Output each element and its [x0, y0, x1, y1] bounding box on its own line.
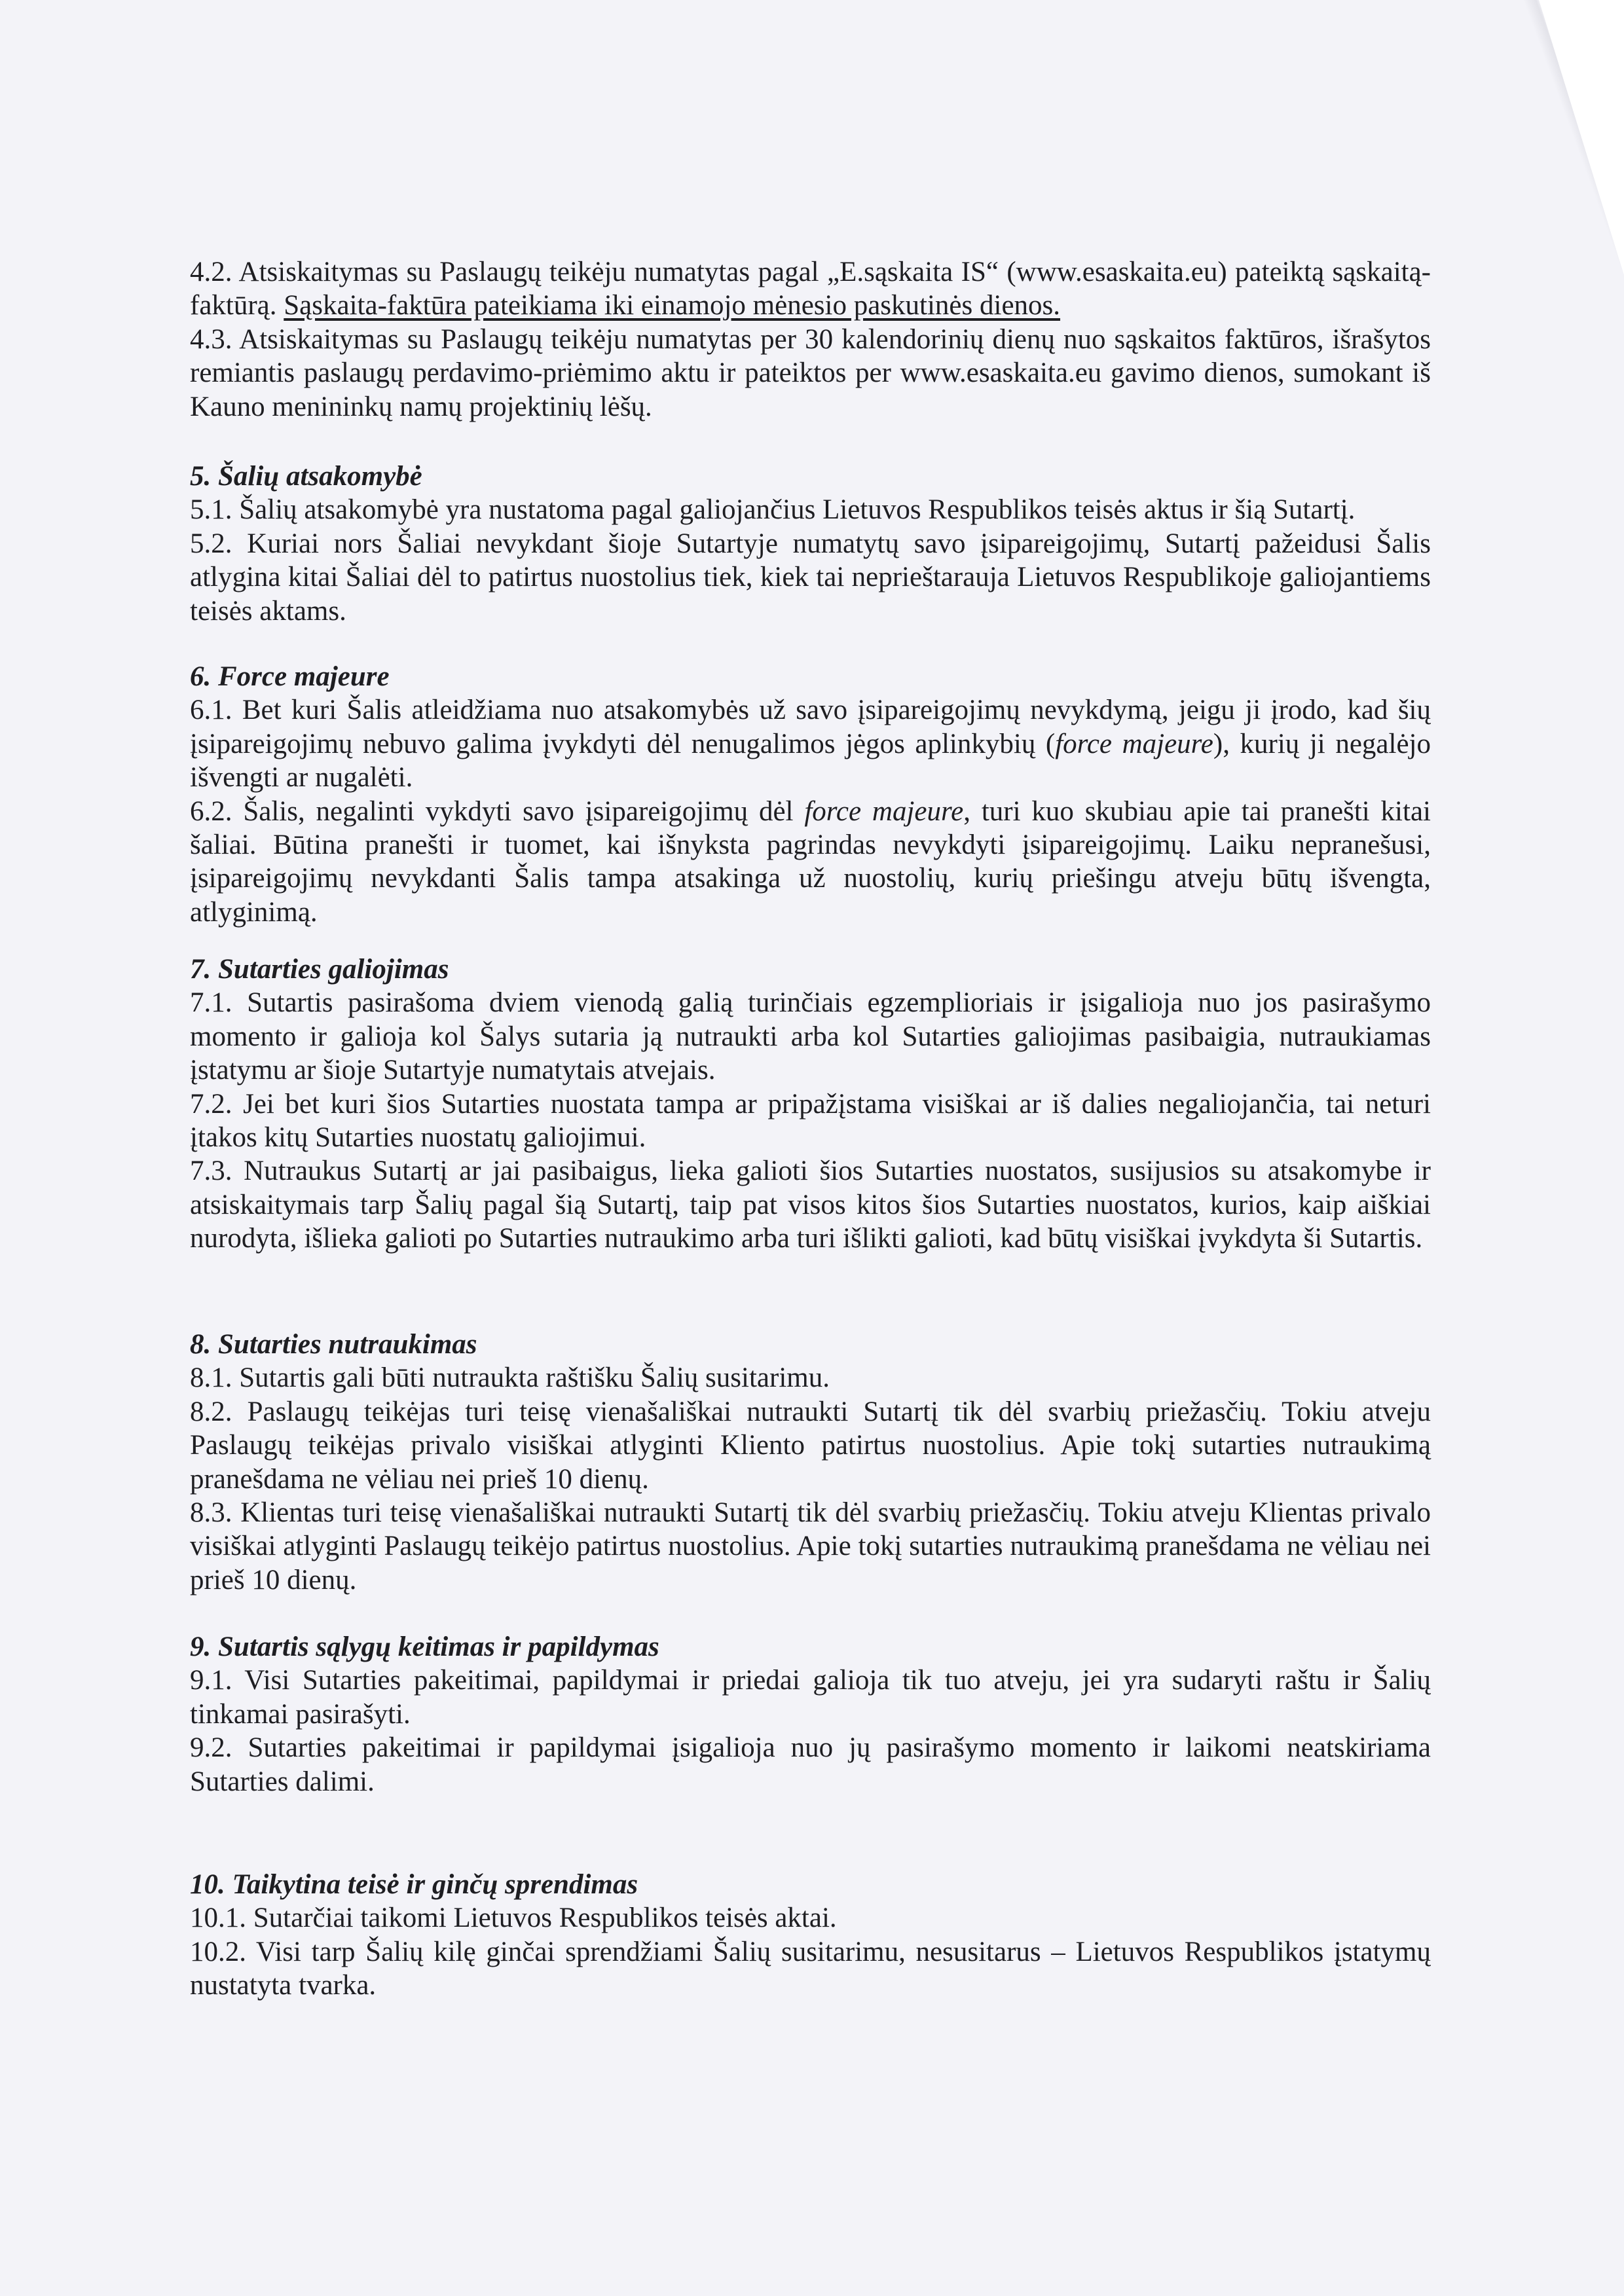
- clause-8-2: 8.2. Paslaugų teikėjas turi teisę vienašališkai nutraukti Sutartį tik dėl svarbių priežasčių. Tokiu atveju Paslaugų teikėjas privalo visiškai atlyginti Kliento patirtus nuostolius. Apie tokį sutarties nutraukimą pranešdama ne vėliau nei prieš 10 dienų.: [190, 1396, 1431, 1495]
- section-6-heading: 6. Force majeure: [190, 661, 390, 692]
- section-8-heading: 8. Sutarties nutraukimas: [190, 1329, 477, 1360]
- section-9-amendments: [190, 1630, 1431, 1798]
- clause-7-2: 7.2. Jei bet kuri šios Sutarties nuostata tampa ar pripažįstama visiškai ar iš dalies negaliojančia, tai neturi įtakos kitų Sutarties nuostatų galiojimui.: [190, 1088, 1431, 1154]
- clause-5-2: 5.2. Kuriai nors Šaliai nevykdant šioje Sutartyje numatytų savo įsipareigojimų, Sutartį pažeidusi Šalis atlygina kitai Šaliai dėl to patirtus nuostolius tiek, kiek tai neprieštarauja Lietuvos Respublikoje galiojantiems teisės aktams.: [190, 528, 1431, 627]
- clause-6-2-italic: force majeure: [804, 795, 964, 827]
- section-9-heading: 9. Sutartis sąlygų keitimas ir papildymas: [190, 1631, 659, 1662]
- clause-6-1-text-a: 6.1. Bet kuri Šalis atleidžiama nuo atsakomybės už savo įsipareigojimų nevykdymą, jeigu ji įrodo, kad šių įsipareigojimų nebuvo galima įvykdyti dėl nenugalimos jėgos aplinkybių (: [190, 695, 1431, 759]
- clause-9-1: 9.1. Visi Sutarties pakeitimai, papildymai ir priedai galioja tik tuo atveju, jei yra sudaryti raštu ir Šalių tinkamai pasirašyti.: [190, 1665, 1431, 1730]
- section-6-force-majeure: [190, 660, 1431, 929]
- clause-6-1-text-b: ), kurių ji negalėjo išvengti ar nugalėti.: [190, 728, 1431, 793]
- clause-7-3: 7.3. Nutraukus Sutartį ar jai pasibaigus, lieka galioti šios Sutarties nuostatos, susijusios su atsakomybe ir atsiskaitymais tarp Šalių pagal šią Sutartį, taip pat visos kitos šios Sutarties nuostatos, kurios, kaip aiškiai nurodyta, išlieka galioti po Sutarties nutraukimo arba turi išlikti galioti, kad būtų visiškai įvykdyta ši Sutartis.: [190, 1156, 1431, 1254]
- clause-4-2: [190, 255, 1431, 323]
- section-5-heading: 5. Šalių atsakomybė: [190, 461, 422, 492]
- clause-10-1: 10.1. Sutarčiai taikomi Lietuvos Respublikos teisės aktai.: [190, 1903, 837, 1934]
- folded-page-corner: [1539, 0, 1624, 275]
- clause-6-2-text-b: , turi kuo skubiau apie tai pranešti kitai šaliai. Būtina pranešti ir tuomet, kai išnyksta pagrindas nevykdyti įsipareigojimų. Laiku nepranešusi, įsipareigojimų nevykdanti Šalis tampa atsakinga už nuostolių, kurių priešingu atveju būtų išvengta, atlyginimą.: [190, 795, 1431, 928]
- clause-8-1: 8.1. Sutartis gali būti nutraukta raštišku Šalių susitarimu.: [190, 1362, 830, 1394]
- clause-7-1: 7.1. Sutartis pasirašoma dviem vienodą galią turinčiais egzemplioriais ir įsigalioja nuo jos pasirašymo momento ir galioja kol Šalys sutaria ją nutraukti arba kol Sutarties galiojimas pasibaigia, nutraukiamas įstatymu ar šioje Sutartyje numatytais atvejais.: [190, 987, 1431, 1086]
- clause-10-2: 10.2. Visi tarp Šalių kilę ginčai sprendžiami Šalių susitarimu, nesusitarus – Lietuvos Respublikos įstatymų nustatyta tvarka.: [190, 1936, 1431, 2001]
- clause-8-3: 8.3. Klientas turi teisę vienašališkai nutraukti Sutartį tik dėl svarbių priežasčių. Tokiu atveju Klientas privalo visiškai atlyginti Paslaugų teikėjo patirtus nuostolius. Apie tokį sutarties nutraukimą pranešdama ne vėliau nei prieš 10 dienų.: [190, 1497, 1431, 1595]
- clause-5-1: 5.1. Šalių atsakomybė yra nustatoma pagal galiojančius Lietuvos Respublikos teisės aktus ir šią Sutartį.: [190, 494, 1356, 526]
- section-10-law-disputes: [190, 1868, 1431, 2003]
- clause-4-2-text: 4.2. Atsiskaitymas su Paslaugų teikėju numatytas pagal „E.sąskaita IS“ (www.esaskaita.eu) pateiktą sąskaitą-faktūrą.: [190, 257, 1431, 321]
- section-10-heading: 10. Taikytina teisė ir ginčų sprendimas: [190, 1869, 638, 1900]
- section-5-liability: [190, 460, 1431, 628]
- section-7-validity: [190, 953, 1431, 1256]
- clause-6-2: [190, 795, 1431, 930]
- clause-6-1: [190, 693, 1431, 794]
- section-8-termination: [190, 1328, 1431, 1597]
- clause-9-2: 9.2. Sutarties pakeitimai ir papildymai įsigalioja nuo jų pasirašymo momento ir laikomi neatskiriama Sutarties dalimi.: [190, 1732, 1431, 1797]
- clause-4-3: 4.3. Atsiskaitymas su Paslaugų teikėju numatytas per 30 kalendorinių dienų nuo sąskaitos faktūros, išrašytos remiantis paslaugų perdavimo-priėmimo aktu ir pateiktos per www.esaskaita.eu gavimo dienos, sumokant iš Kauno menininkų namų projektinių lėšų.: [190, 323, 1431, 422]
- clause-4-2-underlined: Sąskaita-faktūra pateikiama iki einamojo mėnesio paskutinės dienos.: [284, 290, 1061, 321]
- clause-6-1-italic: force majeure: [1055, 728, 1213, 759]
- clause-6-2-text-a: 6.2. Šalis, negalinti vykdyti savo įsipareigojimų dėl: [190, 795, 805, 827]
- section-7-heading: 7. Sutarties galiojimas: [190, 954, 449, 985]
- section-4-payments: [190, 255, 1431, 424]
